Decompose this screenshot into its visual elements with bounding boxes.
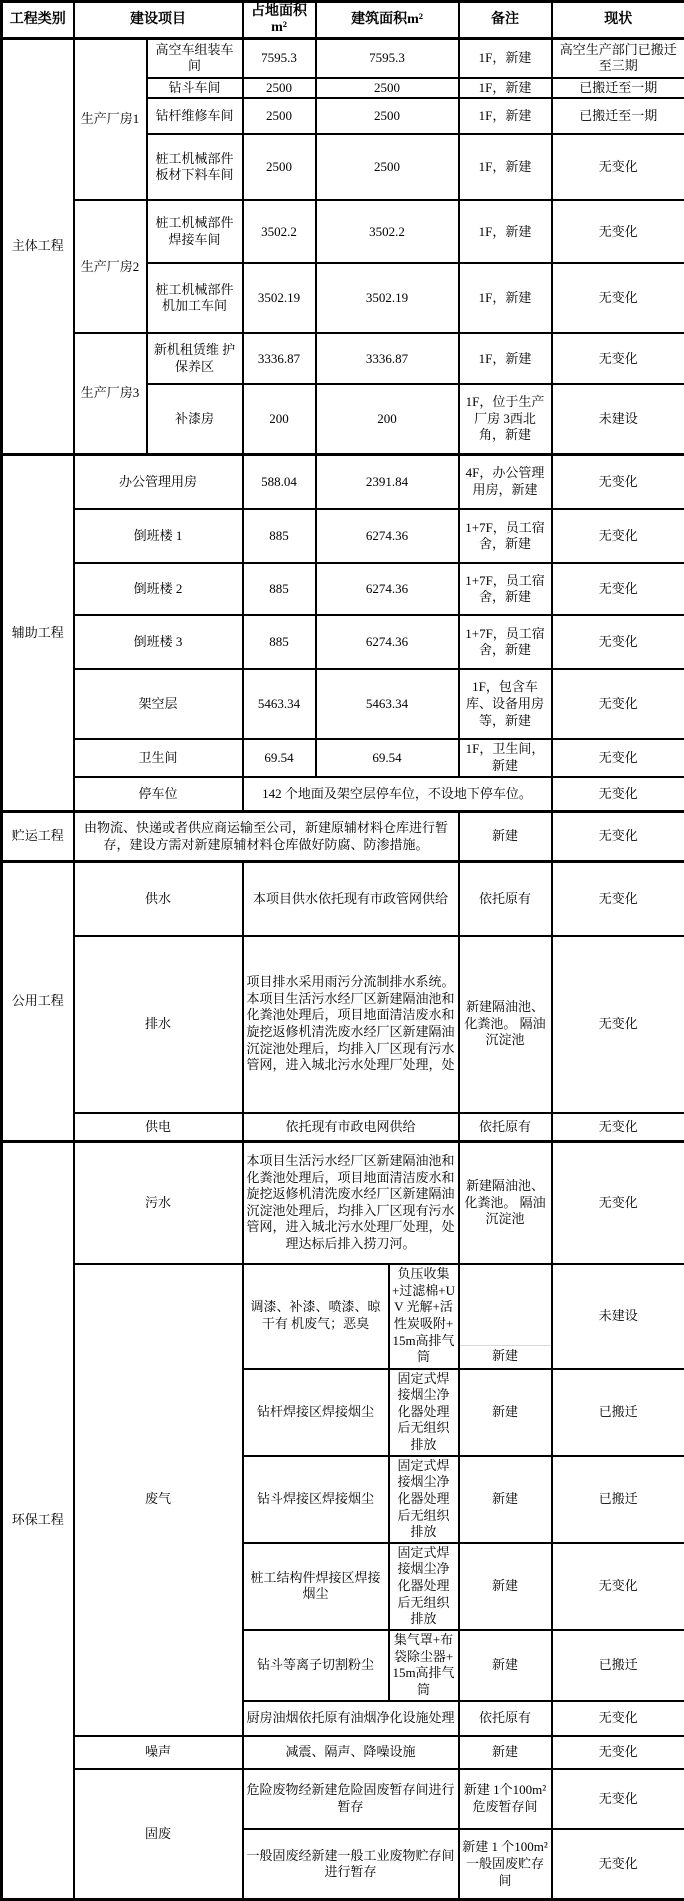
cell-status: 无变化 [552, 1829, 684, 1900]
cell-name: 新机租赁维 护保养区 [147, 333, 243, 384]
cell-note: 新建 1 个100m²一般固废贮存间 [459, 1829, 552, 1900]
cell-name: 钻杆维修车间 [147, 98, 243, 134]
cell-name: 桩工机械部件板材下料车间 [147, 134, 243, 200]
cell-status: 无变化 [552, 563, 684, 615]
cell-building-area: 2500 [316, 134, 459, 200]
cell-status: 无变化 [552, 454, 684, 509]
header-land-area: 占地面积m² [243, 2, 316, 39]
cell-description: 危险废物经新建危险固废暂存间进行暂存 [243, 1769, 459, 1829]
table-row [2, 1113, 684, 1142]
cell-building-area: 2500 [316, 98, 459, 134]
cell-building-area: 6274.36 [316, 615, 459, 669]
cell-status: 已搬迁 [552, 1456, 684, 1543]
cell-name: 桩工机械部件焊接车间 [147, 200, 243, 263]
group-label-plant1: 生产厂房1 [74, 39, 147, 201]
cell-gas-treatment: 集气罩+布袋除尘器+15m高排气筒 [389, 1630, 459, 1701]
header-status: 现状 [552, 2, 684, 39]
cell-note: 新建 [459, 1543, 552, 1630]
cell-status: 无变化 [552, 1142, 684, 1264]
table-row [2, 1736, 684, 1769]
cell-land-area: 3502.2 [243, 200, 316, 263]
cell-land-area: 69.54 [243, 739, 316, 776]
table-row [2, 739, 684, 776]
cell-name: 架空层 [74, 669, 243, 739]
cell-status: 未建设 [552, 1264, 684, 1369]
cell-name: 供水 [74, 862, 243, 936]
cell-status: 无变化 [552, 263, 684, 333]
cell-note: 1F，新建 [459, 39, 552, 78]
table-row [2, 777, 684, 812]
cell-name: 污水 [74, 1142, 243, 1264]
cell-note: 依托原有 [459, 1701, 552, 1736]
cell-land-area: 3336.87 [243, 333, 316, 384]
cell-note: 新建 [459, 1736, 552, 1769]
cell-gas-source: 调漆、补漆、喷漆、晾干有 机废气；恶臭 [243, 1264, 389, 1369]
cell-status: 无变化 [552, 739, 684, 776]
table-row [2, 936, 684, 1113]
cell-status: 无变化 [552, 134, 684, 200]
section-label-main: 主体工程 [2, 39, 74, 455]
cell-note [459, 1264, 552, 1369]
cell-land-area: 2500 [243, 78, 316, 99]
cell-note: 1F，卫生间，新建 [459, 739, 552, 776]
cell-building-area: 3502.19 [316, 263, 459, 333]
cell-note: 1+7F，员工宿舍，新建 [459, 615, 552, 669]
cell-status: 无变化 [552, 669, 684, 739]
section-label-auxiliary: 辅助工程 [2, 454, 74, 811]
cell-note: 新建 [459, 812, 552, 862]
cell-note: 1F，包含车库、设备用房等，新建 [459, 669, 552, 739]
cell-name: 倒班楼 3 [74, 615, 243, 669]
cell-description: 依托现有市政电网供给 [243, 1113, 459, 1142]
header-note: 备注 [459, 2, 552, 39]
cell-description: 本项目供水依托现有市政管网供给 [243, 862, 459, 936]
group-label-waste-gas: 废气 [74, 1264, 243, 1736]
table-row [2, 454, 684, 509]
cell-note: 4F，办公管理用房，新建 [459, 454, 552, 509]
cell-status: 无变化 [552, 200, 684, 263]
cell-land-area: 588.04 [243, 454, 316, 509]
table-row [2, 1264, 684, 1369]
cell-status: 无变化 [552, 862, 684, 936]
cell-gas-source: 钻斗焊接区焊接烟尘 [243, 1456, 389, 1543]
header-project: 建设项目 [74, 2, 243, 39]
cell-status: 无变化 [552, 1543, 684, 1630]
cell-status: 无变化 [552, 812, 684, 862]
cell-kitchen-description: 厨房油烟依托原有油烟净化设施处理 [243, 1701, 459, 1736]
table-header-row [2, 2, 684, 39]
header-category: 工程类别 [2, 2, 74, 39]
cell-land-area: 2500 [243, 134, 316, 200]
cell-land-area: 5463.34 [243, 669, 316, 739]
cell-name: 钻斗车间 [147, 78, 243, 99]
cell-status: 无变化 [552, 1701, 684, 1736]
cell-note: 新建 [459, 1456, 552, 1543]
cell-note: 新建 [459, 1369, 552, 1456]
cell-note: 1F，新建 [459, 98, 552, 134]
cell-gas-source: 钻斗等离子切割粉尘 [243, 1630, 389, 1701]
cell-building-area: 2500 [316, 78, 459, 99]
cell-status: 已搬迁 [552, 1630, 684, 1701]
cell-description: 减震、隔声、降噪设施 [243, 1736, 459, 1769]
cell-note: 1F，新建 [459, 333, 552, 384]
cell-note: 1F，新建 [459, 263, 552, 333]
group-label-solid-waste: 固废 [74, 1769, 243, 1900]
cell-building-area: 6274.36 [316, 509, 459, 563]
cell-status: 未建设 [552, 384, 684, 454]
cell-building-area: 5463.34 [316, 669, 459, 739]
cell-name: 高空车组装车间 [147, 39, 243, 78]
cell-name: 倒班楼 1 [74, 509, 243, 563]
note-bottom-label: 新建 [460, 1345, 551, 1368]
section-label-storage: 贮运工程 [2, 812, 74, 862]
cell-note: 依托原有 [459, 862, 552, 936]
cell-status: 无变化 [552, 615, 684, 669]
cell-land-area: 7595.3 [243, 39, 316, 78]
group-label-plant3: 生产厂房3 [74, 333, 147, 454]
cell-gas-treatment: 固定式焊接烟尘净化器处理后无组织排放 [389, 1456, 459, 1543]
cell-status: 无变化 [552, 509, 684, 563]
cell-status: 无变化 [552, 936, 684, 1113]
table-row [2, 509, 684, 563]
table-row [2, 862, 684, 936]
cell-building-area: 7595.3 [316, 39, 459, 78]
cell-land-area: 200 [243, 384, 316, 454]
cell-land-area: 885 [243, 615, 316, 669]
cell-gas-source: 钻杆焊接区焊接烟尘 [243, 1369, 389, 1456]
cell-description: 一般固废经新建一般工业废物贮存间 进行暂存 [243, 1829, 459, 1900]
cell-name: 补漆房 [147, 384, 243, 454]
cell-parking-description: 142 个地面及架空层停车位，不设地下停车位。 [243, 777, 552, 812]
cell-gas-treatment: 固定式焊接烟尘净化器处理后无组织排放 [389, 1369, 459, 1456]
cell-building-area: 6274.36 [316, 563, 459, 615]
cell-description: 本项目生活污水经厂区新建隔油池和 化粪池处理后，项目地面清洁废水和 旋挖返修机清洗废水经厂区新建隔油 沉淀池处理后，均排入厂区现有污水管网，进入城北污水处理厂处理，处理达标后排入捞刀河。 [243, 1142, 459, 1264]
section-label-utility: 公用工程 [2, 862, 74, 1142]
cell-status: 无变化 [552, 333, 684, 384]
header-building-area: 建筑面积m² [316, 2, 459, 39]
table-row [2, 669, 684, 739]
cell-note: 1+7F，员工宿舍，新建 [459, 509, 552, 563]
cell-status: 无变化 [552, 1736, 684, 1769]
table-row [2, 1769, 684, 1829]
cell-status: 已搬迁至一期 [552, 98, 684, 134]
cell-name: 桩工机械部件机加工车间 [147, 263, 243, 333]
table-row [2, 563, 684, 615]
cell-note: 1F，新建 [459, 200, 552, 263]
cell-name: 供电 [74, 1113, 243, 1142]
cell-building-area: 3502.2 [316, 200, 459, 263]
cell-status: 无变化 [552, 1113, 684, 1142]
cell-building-area: 2391.84 [316, 454, 459, 509]
table-row [2, 200, 684, 263]
table-row [2, 333, 684, 384]
cell-status: 无变化 [552, 1769, 684, 1829]
cell-name: 倒班楼 2 [74, 563, 243, 615]
cell-status: 无变化 [552, 777, 684, 812]
cell-note: 新建隔油池、化粪池。 隔油沉淀池 [459, 1142, 552, 1264]
cell-name: 卫生间 [74, 739, 243, 776]
group-label-plant2: 生产厂房2 [74, 200, 147, 333]
cell-storage-description: 由物流、快递或者供应商运输至公司，新建原辅材料仓库进行暂存，建设方需对新建原辅材料仓库做好防腐、防渗措施。 [74, 812, 459, 862]
cell-note: 1F，新建 [459, 134, 552, 200]
cell-land-area: 2500 [243, 98, 316, 134]
cell-description: 项目排水采用雨污分流制排水系统。 本项目生活污水经厂区新建隔油池和 化粪池处理后，项目地面清洁废水和 旋挖返修机清洗废水经厂区新建隔油 沉淀池处理后，均排入厂区现有污水 管网，进入城北污水处理厂处理，处 [243, 936, 459, 1113]
section-label-environment: 环保工程 [2, 1142, 74, 1900]
cell-name: 噪声 [74, 1736, 243, 1769]
table-row [2, 1142, 684, 1264]
cell-land-area: 885 [243, 563, 316, 615]
cell-name: 排水 [74, 936, 243, 1113]
cell-status: 已搬迁至一期 [552, 78, 684, 99]
cell-building-area: 3336.87 [316, 333, 459, 384]
cell-note: 新建 1个100m²危废暂存间 [459, 1769, 552, 1829]
cell-note: 1F，新建 [459, 78, 552, 99]
table-row [2, 39, 684, 78]
cell-note: 新建隔油池、化粪池。 隔油沉淀池 [459, 936, 552, 1113]
cell-status: 高空生产部门已搬迁至三期 [552, 39, 684, 78]
cell-note: 1F，位于生产厂房 3西北角，新建 [459, 384, 552, 454]
cell-name: 办公管理用房 [74, 454, 243, 509]
cell-gas-treatment: 固定式焊接烟尘净化器处理后无组织排放 [389, 1543, 459, 1630]
cell-note: 新建 [459, 1630, 552, 1701]
table-row [2, 812, 684, 862]
cell-status: 已搬迁 [552, 1369, 684, 1456]
cell-gas-source: 桩工结构件焊接区焊接烟尘 [243, 1543, 389, 1630]
cell-land-area: 885 [243, 509, 316, 563]
cell-building-area: 69.54 [316, 739, 459, 776]
table-row [2, 615, 684, 669]
cell-name: 停车位 [74, 777, 243, 812]
cell-note: 依托原有 [459, 1113, 552, 1142]
cell-land-area: 3502.19 [243, 263, 316, 333]
cell-building-area: 200 [316, 384, 459, 454]
cell-note: 1+7F，员工宿舍，新建 [459, 563, 552, 615]
cell-gas-treatment: 负压收集+过滤棉+UV 光解+活性炭吸附+15m高排气筒 [389, 1264, 459, 1369]
